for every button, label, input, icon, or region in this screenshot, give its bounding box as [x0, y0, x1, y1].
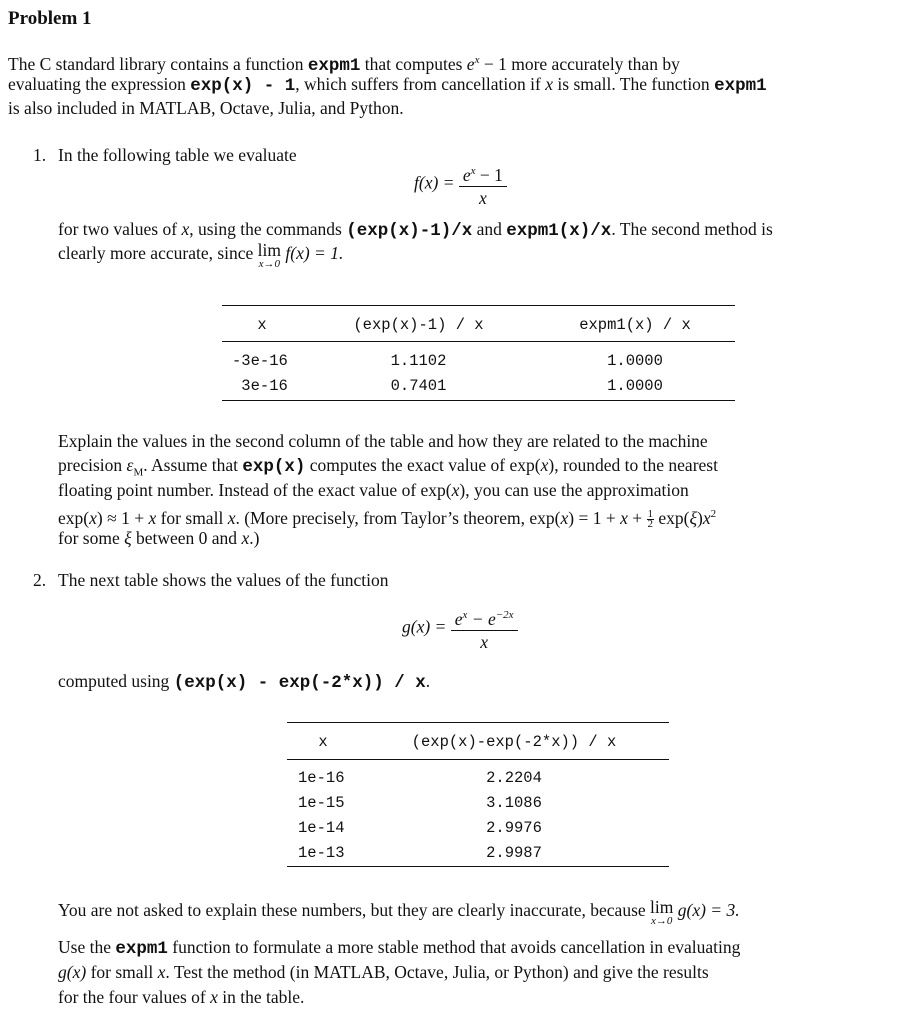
- table1-bottom-rule: [222, 400, 735, 401]
- table1-cell: -3e-16: [232, 351, 288, 370]
- table1-header-col3: expm1(x) / x: [579, 315, 691, 334]
- table2-cell: 2.2204: [486, 768, 542, 787]
- use-line-3: for the four values of x in the table.: [58, 987, 305, 1007]
- table1-top-rule: [222, 305, 735, 306]
- item2-lead: The next table shows the values of the function: [58, 570, 389, 590]
- table1-cell: 0.7401: [390, 376, 447, 395]
- intro-line-3: is also included in MATLAB, Octave, Julia, and Python.: [8, 98, 404, 118]
- table-row: [287, 790, 669, 815]
- equation-f: f(x) = $\frac{e^x - 1}{x}$: [414, 160, 507, 209]
- table2-header-col2: (exp(x)-exp(-2*x)) / x: [411, 732, 617, 751]
- table2-cell: 1e-13: [298, 843, 345, 862]
- problem-title: Problem 1: [8, 8, 92, 29]
- table-row: [222, 373, 735, 398]
- table2-cell: 2.9987: [486, 843, 542, 862]
- item1-number: 1.: [33, 145, 47, 165]
- table1-cell: 1.1102: [390, 351, 447, 370]
- explain-line-3: floating point number. Instead of the exact value of exp(x), you can use the approximation: [58, 480, 689, 500]
- intro-line-1: The C standard library contains a function expm1 that computes $e^x - 1$ more accurately than by: [8, 53, 680, 76]
- table2-cell: 1e-16: [298, 768, 345, 787]
- table1: [222, 312, 735, 398]
- use-line-1: Use the expm1 function to formulate a more stable method that avoids cancellation in evaluating: [58, 937, 741, 959]
- item2-number: 2.: [33, 570, 47, 590]
- item1-lead: In the following table we evaluate: [58, 145, 297, 165]
- table2-cell: 1e-15: [298, 793, 345, 812]
- table1-cell: 1.0000: [607, 351, 663, 370]
- table2-cell: 1e-14: [298, 818, 345, 837]
- item1-line-3: clearly more accurate, since lim x→0 f(x) = 1.: [58, 240, 344, 270]
- table1-header-x: x: [257, 315, 267, 334]
- table1-header-col2: (exp(x)-1) / x: [353, 315, 484, 334]
- computed-using-line: computed using (exp(x) - exp(-2*x)) / x.: [58, 671, 431, 693]
- table2-cell: 3.1086: [486, 793, 542, 812]
- table2-cell: 2.9976: [486, 818, 542, 837]
- table-row: [222, 348, 735, 373]
- not-asked-line: You are not asked to explain these numbers, but they are clearly inaccurate, because lim x→0 g(x) = 3.: [58, 897, 740, 927]
- table2-header-row: [287, 729, 669, 754]
- table1-cell: 3e-16: [232, 376, 288, 395]
- table1-header-row: [222, 312, 735, 337]
- intro-line-2: evaluating the expression exp(x) - 1, which suffers from cancellation if x is small. The function expm1: [8, 74, 767, 96]
- explain-line-4: exp(x) ≈ 1 + x for small x. (More precisely, from Taylor’s theorem, exp(x) = 1 + x + $\frac{1}{2}$ $\exp(\xi)x^2$: [58, 507, 717, 531]
- equation-g: g(x) = $\frac{e^x - e^{-2x}}{x}$: [402, 604, 518, 653]
- explain-line-5: for some ξ between 0 and x.): [58, 528, 260, 548]
- table-row: [287, 840, 669, 865]
- item1-line-2: for two values of x, using the commands (exp(x)-1)/x and expm1(x)/x. The second method is: [58, 219, 773, 241]
- explain-line-1: Explain the values in the second column of the table and how they are related to the machine: [58, 431, 708, 451]
- table2: [287, 729, 669, 865]
- use-line-2: g(x) for small x. Test the method (in MATLAB, Octave, Julia, or Python) and give the results: [58, 962, 709, 982]
- table1-cell: 1.0000: [607, 376, 663, 395]
- table2-top-rule: [287, 722, 669, 723]
- table2-bottom-rule: [287, 866, 669, 867]
- table2-header-x: x: [318, 732, 328, 751]
- explain-line-2: precision $\varepsilon_M$. Assume that exp(x) computes the exact value of exp(x), rounded to the nearest: [58, 455, 718, 479]
- table-row: [287, 815, 669, 840]
- table-row: [287, 765, 669, 790]
